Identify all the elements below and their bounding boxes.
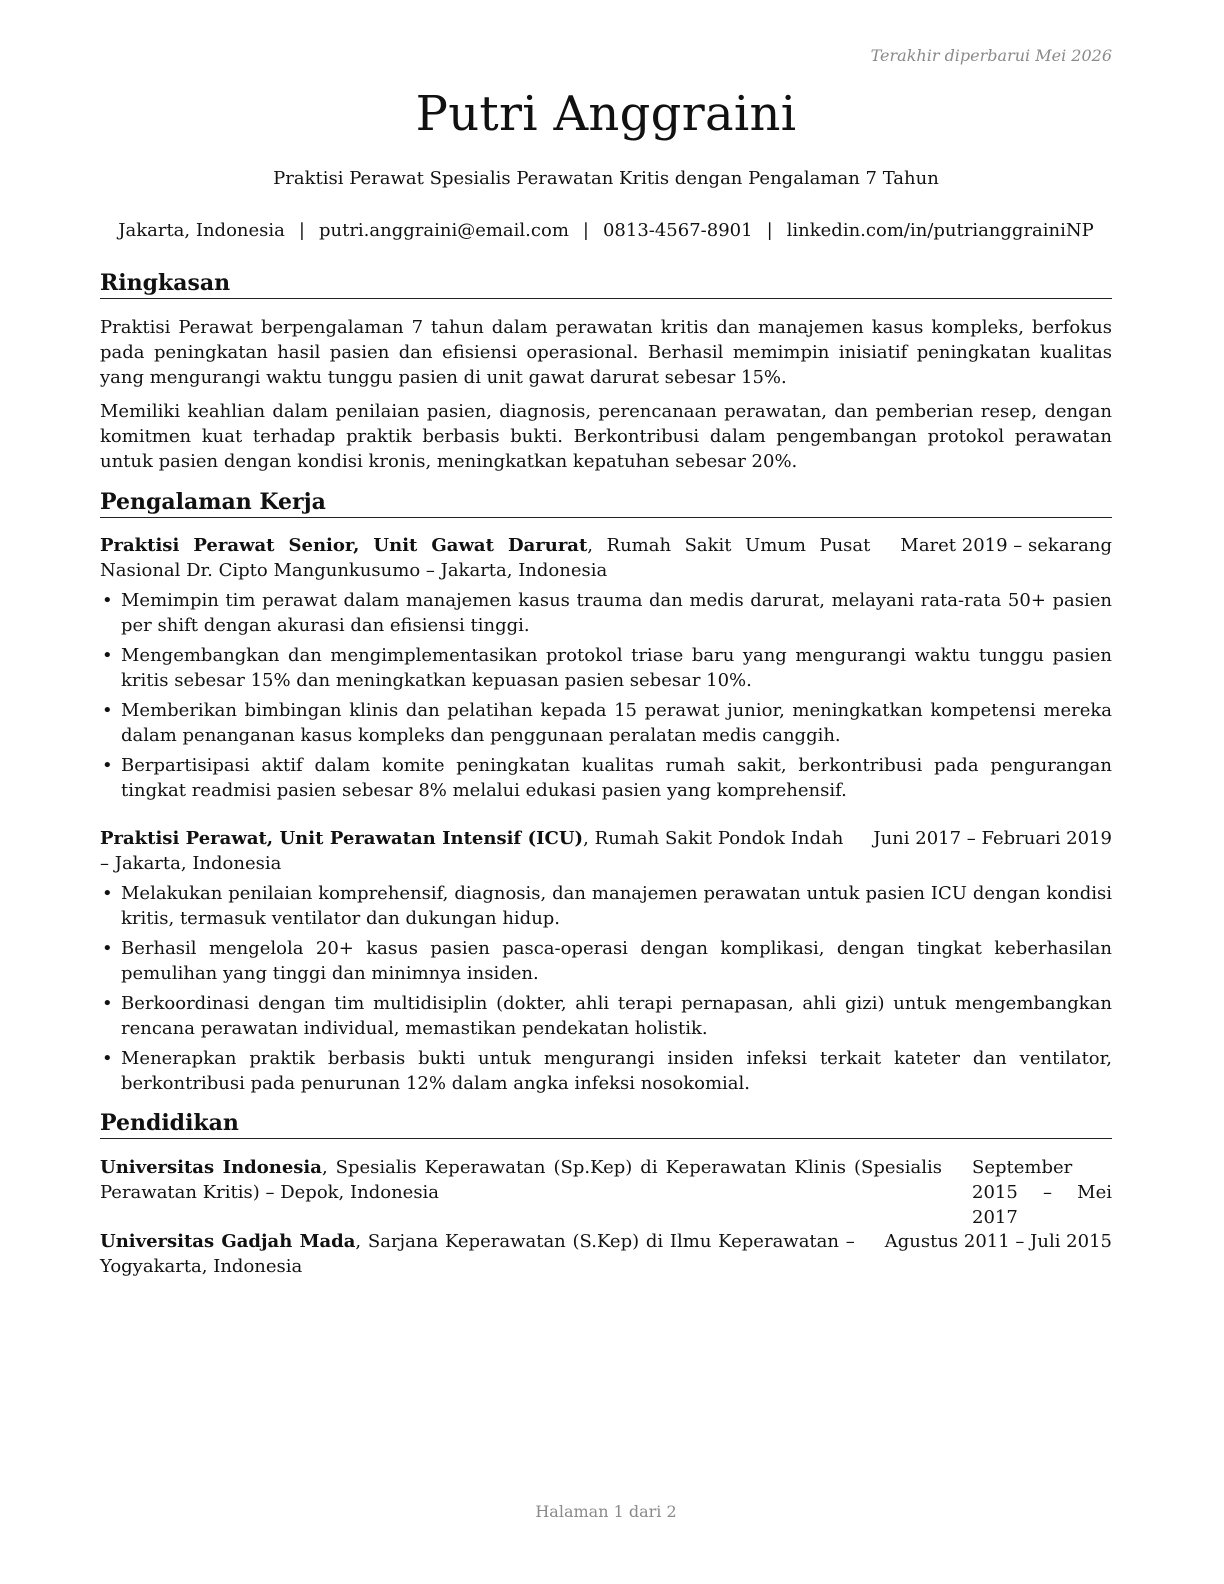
contact-location: Jakarta, Indonesia <box>118 220 285 241</box>
job-role: Praktisi Perawat Senior, Unit Gawat Darurat <box>100 535 588 556</box>
job-bullets <box>100 588 1112 803</box>
education-detail: , Sarjana Keperawatan (S.Kep) di Ilmu Keperawatan – Yogyakarta, Indonesia <box>100 1231 855 1277</box>
list-item: • Memberikan bimbingan klinis dan pelatihan kepada 15 perawat junior, meningkatkan kompetensi mereka dalam penanganan kasus kompleks dan penggunaan peralatan medis canggih. <box>100 698 1112 748</box>
education-line <box>100 1155 972 1205</box>
education-dates: September 2015 – Mei 2017 <box>972 1157 1112 1228</box>
education-entry <box>100 1229 1112 1279</box>
contact-email[interactable]: putri.anggraini@email.com <box>318 220 569 241</box>
job-bullets <box>100 881 1112 1096</box>
education-header <box>100 1155 1112 1230</box>
education-dates: Agustus 2011 – Juli 2015 <box>884 1231 1112 1252</box>
contact-line <box>100 220 1112 241</box>
job-entry <box>100 826 1112 1101</box>
list-item: • Berkoordinasi dengan tim multidisiplin (dokter, ahli terapi pernapasan, ahli gizi) untuk mengembangkan rencana perawatan individual, memastikan pendekatan holistik. <box>100 991 1112 1041</box>
job-entry <box>100 533 1112 808</box>
education-school: Universitas Gadjah Mada <box>100 1231 356 1252</box>
contact-separator: | <box>582 220 589 241</box>
contact-linkedin[interactable]: linkedin.com/in/putrianggrainiNP <box>786 220 1094 241</box>
list-item: • Mengembangkan dan mengimplementasikan protokol triase baru yang mengurangi waktu tunggu pasien kritis sebesar 15% dan meningkatkan kepuasan pasien sebesar 10%. <box>100 643 1112 693</box>
list-item: • Berhasil mengelola 20+ kasus pasien pasca-operasi dengan komplikasi, dengan tingkat keberhasilan pemulihan yang tinggi dan minimnya insiden. <box>100 936 1112 986</box>
last-updated: Terakhir diperbarui Mei 2026 <box>870 46 1112 65</box>
job-org: , Rumah Sakit Umum Pusat Nasional Dr. Cipto Mangunkusumo – Jakarta, Indonesia <box>100 535 871 581</box>
education-school: Universitas Indonesia <box>100 1157 322 1178</box>
education-detail: , Spesialis Keperawatan (Sp.Kep) di Keperawatan Klinis (Spesialis Perawatan Kritis) – Depok, Indonesia <box>100 1157 942 1203</box>
candidate-name: Putri Anggraini <box>415 86 797 142</box>
job-org: , Rumah Sakit Pondok Indah – Jakarta, Indonesia <box>100 828 844 874</box>
contact-separator: | <box>298 220 305 241</box>
education-line <box>100 1229 885 1279</box>
job-title-line <box>100 533 900 583</box>
job-role: Praktisi Perawat, Unit Perawatan Intensif (ICU) <box>100 828 584 849</box>
resume-page <box>100 0 1112 1584</box>
section-title-experience: Pengalaman Kerja <box>100 489 1112 518</box>
section-title-education: Pendidikan <box>100 1110 1112 1139</box>
section-title-summary: Ringkasan <box>100 270 1112 299</box>
list-item: • Melakukan penilaian komprehensif, diagnosis, dan manajemen perawatan untuk pasien ICU dengan kondisi kritis, termasuk ventilator dan dukungan hidup. <box>100 881 1112 931</box>
job-title-line <box>100 826 873 876</box>
job-header <box>100 533 1112 583</box>
contact-separator: | <box>766 220 773 241</box>
tagline: Praktisi Perawat Spesialis Perawatan Kritis dengan Pengalaman 7 Tahun <box>273 168 939 189</box>
list-item: • Memimpin tim perawat dalam manajemen kasus trauma dan medis darurat, melayani rata-rata 50+ pasien per shift dengan akurasi dan efisiensi tinggi. <box>100 588 1112 638</box>
list-item: • Menerapkan praktik berbasis bukti untuk mengurangi insiden infeksi terkait kateter dan ventilator, berkontribusi pada penurunan 12% dalam angka infeksi nosokomial. <box>100 1046 1112 1096</box>
education-entry <box>100 1155 1112 1230</box>
list-item: • Berpartisipasi aktif dalam komite peningkatan kualitas rumah sakit, berkontribusi pada pengurangan tingkat readmisi pasien sebesar 8% melalui edukasi pasien yang komprehensif. <box>100 753 1112 803</box>
summary-paragraph: Praktisi Perawat berpengalaman 7 tahun dalam perawatan kritis dan manajemen kasus kompleks, berfokus pada peningkatan hasil pasien dan efisiensi operasional. Berhasil memimpin inisiatif peningkatan kualitas yang mengurangi waktu tunggu pasien di unit gawat darurat sebesar 15%. <box>100 317 1112 388</box>
page-number: Halaman 1 dari 2 <box>535 1502 677 1521</box>
summary-paragraph: Memiliki keahlian dalam penilaian pasien, diagnosis, perencanaan perawatan, dan pemberian resep, dengan komitmen kuat terhadap praktik berbasis bukti. Berkontribusi dalam pengembangan protokol perawatan untuk pasien dengan kondisi kronis, meningkatkan kepatuhan sebesar 20%. <box>100 401 1112 472</box>
job-header <box>100 826 1112 876</box>
contact-phone: 0813-4567-8901 <box>602 220 753 241</box>
job-dates: Juni 2017 – Februari 2019 <box>873 828 1112 849</box>
education-header <box>100 1229 1112 1279</box>
job-dates: Maret 2019 – sekarang <box>900 535 1112 556</box>
